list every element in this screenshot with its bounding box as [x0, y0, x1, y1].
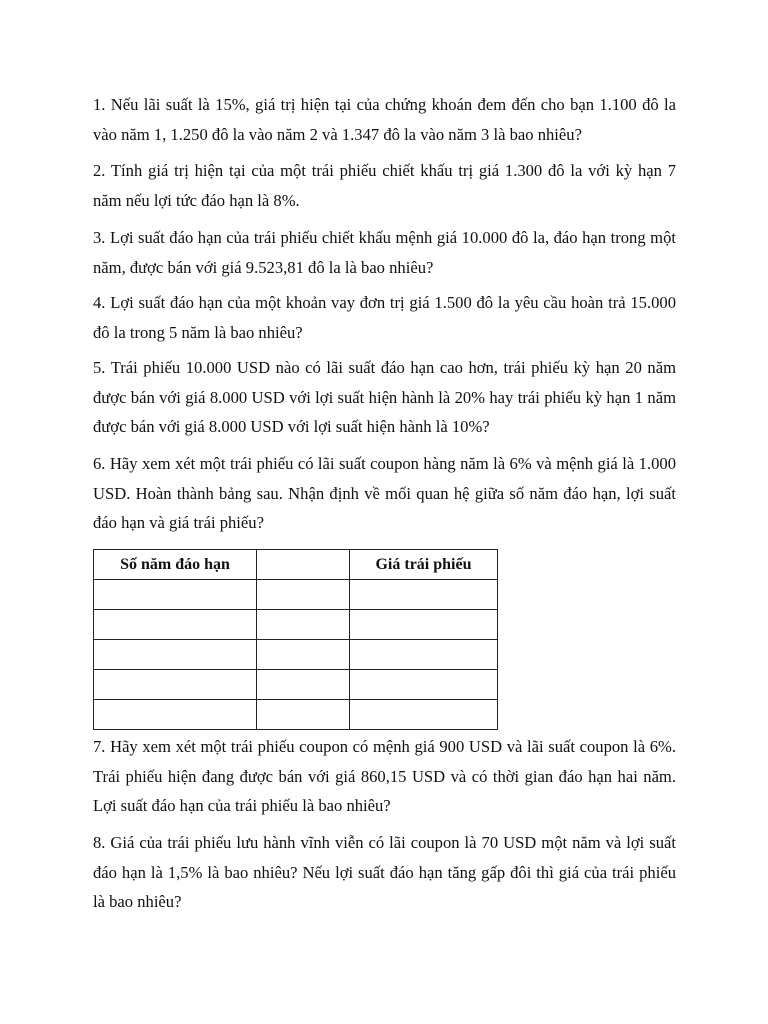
- table-cell: [350, 580, 498, 610]
- table-cell: [94, 700, 257, 730]
- header-blank: [257, 550, 350, 580]
- table-cell: [350, 670, 498, 700]
- question-4: 4. Lợi suất đáo hạn của một khoản vay đơn trị giá 1.500 đô la yêu cầu hoàn trả 15.000 đô la trong 5 năm là bao nhiêu?: [93, 293, 676, 342]
- question-6: 6. Hãy xem xét một trái phiếu có lãi suất coupon hàng năm là 6% và mệnh giá là 1.000 USD. Hoàn thành bảng sau. Nhận định về mối quan hệ giữa số năm đáo hạn, lợi suất đáo hạn và giá trái phiếu?: [93, 454, 676, 532]
- table-cell: [94, 640, 257, 670]
- table-cell: [257, 700, 350, 730]
- table-cell: [257, 580, 350, 610]
- table-row: [94, 580, 498, 610]
- question-8: 8. Giá của trái phiếu lưu hành vĩnh viễn có lãi coupon là 70 USD một năm và lợi suất đáo hạn là 1,5% là bao nhiêu? Nếu lợi suất đáo hạn tăng gấp đôi thì giá của trái phiếu là bao nhiêu?: [93, 833, 676, 911]
- table-cell: [350, 700, 498, 730]
- table-cell: [350, 610, 498, 640]
- question-5: 5. Trái phiếu 10.000 USD nào có lãi suất đáo hạn cao hơn, trái phiếu kỳ hạn 20 năm được bán với giá 8.000 USD với lợi suất hiện hành là 20% hay trái phiếu kỳ hạn 1 năm được bán với giá 8.000 USD với lợi suất hiện hành là 10%?: [93, 358, 676, 436]
- table-cell: [257, 670, 350, 700]
- table-cell: [94, 610, 257, 640]
- header-years-to-maturity: Số năm đáo hạn: [94, 550, 257, 580]
- question-2: 2. Tính giá trị hiện tại của một trái phiếu chiết khấu trị giá 1.300 đô la với kỳ hạn 7 năm nếu lợi tức đáo hạn là 8%.: [93, 161, 676, 210]
- table-row: [94, 610, 498, 640]
- table-cell: [257, 610, 350, 640]
- table-cell: [350, 640, 498, 670]
- question-1: 1. Nếu lãi suất là 15%, giá trị hiện tại của chứng khoán đem đến cho bạn 1.100 đô la vào năm 1, 1.250 đô la vào năm 2 và 1.347 đô la vào năm 3 là bao nhiêu?: [93, 95, 676, 144]
- header-bond-price: Giá trái phiếu: [350, 550, 498, 580]
- table-header-row: [94, 550, 498, 580]
- table-cell: [257, 640, 350, 670]
- table-cell: [94, 580, 257, 610]
- table-row: [94, 670, 498, 700]
- table-cell: [94, 670, 257, 700]
- table-row: [94, 700, 498, 730]
- question-7: 7. Hãy xem xét một trái phiếu coupon có mệnh giá 900 USD và lãi suất coupon là 6%. Trái phiếu hiện đang được bán với giá 860,15 USD và có thời gian đáo hạn hai năm. Lợi suất đáo hạn của trái phiếu là bao nhiêu?: [93, 737, 676, 815]
- question-3: 3. Lợi suất đáo hạn của trái phiếu chiết khấu mệnh giá 10.000 đô la, đáo hạn trong một năm, được bán với giá 9.523,81 đô la là bao nhiêu?: [93, 228, 676, 277]
- table-row: [94, 640, 498, 670]
- answer-table: [93, 549, 498, 730]
